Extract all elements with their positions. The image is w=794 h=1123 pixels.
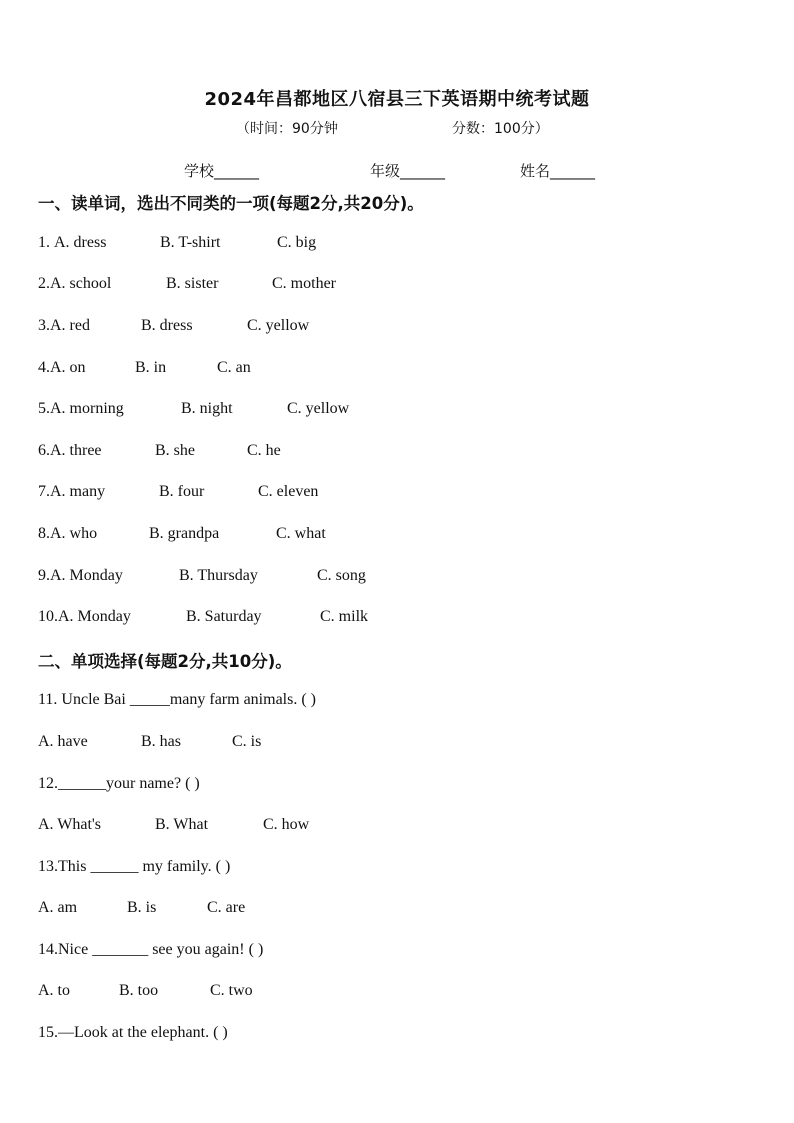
option-b: B. night bbox=[181, 400, 233, 417]
option-b: B. too bbox=[119, 982, 159, 999]
option-c: C. is bbox=[232, 733, 262, 750]
question-number: 2. bbox=[38, 275, 50, 292]
option-c: C. are bbox=[207, 899, 246, 916]
page-title: 2024年昌都地区八宿县三下英语期中统考试题 bbox=[204, 89, 590, 110]
question-row bbox=[38, 608, 368, 626]
question-row bbox=[38, 359, 251, 377]
option-b: B. dress bbox=[141, 317, 193, 334]
question-number: 6. bbox=[38, 442, 50, 459]
question-options bbox=[38, 816, 309, 834]
option-b: B. sister bbox=[166, 275, 219, 292]
option-a: A. school bbox=[50, 275, 112, 292]
option-a: A. What's bbox=[38, 816, 102, 833]
question-number: 5. bbox=[38, 400, 50, 417]
option-b: B. Thursday bbox=[179, 567, 258, 584]
option-c: C. how bbox=[263, 816, 310, 833]
question-11: 11. Uncle Bai _____many farm animals. ( ) bbox=[38, 691, 316, 708]
question-row bbox=[38, 567, 366, 585]
school-field: 学校______ bbox=[184, 162, 260, 180]
question-row bbox=[38, 234, 316, 252]
option-c: C. mother bbox=[272, 275, 336, 292]
option-b: B. Saturday bbox=[186, 608, 262, 625]
question-row bbox=[38, 400, 349, 418]
section-1-heading: 一、读单词，选出不同类的一项(每题2分,共20分)。 bbox=[38, 194, 424, 213]
question-row bbox=[38, 317, 309, 335]
question-number: 7. bbox=[38, 483, 50, 500]
option-b: B. in bbox=[135, 359, 167, 376]
option-a: A. on bbox=[50, 359, 86, 376]
option-c: C. yellow bbox=[247, 317, 310, 334]
question-options bbox=[38, 899, 245, 917]
option-b: B. What bbox=[155, 816, 209, 833]
option-b: B. grandpa bbox=[149, 525, 220, 542]
option-a: A. Monday bbox=[58, 608, 131, 625]
question-15: 15.—Look at the elephant. ( ) bbox=[38, 1024, 228, 1041]
option-c: C. he bbox=[247, 442, 281, 459]
option-b: B. has bbox=[141, 733, 181, 750]
name-field: 姓名______ bbox=[520, 162, 596, 180]
question-13: 13.This ______ my family. ( ) bbox=[38, 858, 231, 875]
option-c: C. an bbox=[217, 359, 251, 376]
question-number: 4. bbox=[38, 359, 50, 376]
option-a: A. am bbox=[38, 899, 78, 916]
question-14: 14.Nice _______ see you again! ( ) bbox=[38, 941, 264, 958]
question-row bbox=[38, 275, 336, 293]
question-number: 1. bbox=[38, 234, 54, 251]
question-number: 3. bbox=[38, 317, 50, 334]
question-number: 8. bbox=[38, 525, 50, 542]
option-a: A. three bbox=[50, 442, 102, 459]
question-row bbox=[38, 525, 326, 543]
option-a: A. Monday bbox=[50, 567, 123, 584]
option-c: C. yellow bbox=[287, 400, 350, 417]
option-a: A. many bbox=[50, 483, 106, 500]
option-c: C. milk bbox=[320, 608, 369, 625]
option-b: B. four bbox=[159, 483, 205, 500]
option-a: A. dress bbox=[54, 234, 107, 251]
option-a: A. who bbox=[50, 525, 98, 542]
exam-score: 分数：100分） bbox=[452, 121, 549, 137]
option-c: C. two bbox=[210, 982, 253, 999]
option-b: B. is bbox=[127, 899, 157, 916]
question-12: 12.______your name? ( ) bbox=[38, 775, 200, 792]
question-number: 9. bbox=[38, 567, 50, 584]
option-a: A. morning bbox=[50, 400, 124, 417]
option-b: B. T-shirt bbox=[160, 234, 221, 251]
option-a: A. have bbox=[38, 733, 88, 750]
question-options bbox=[38, 733, 261, 751]
exam-time: （时间：90分钟 bbox=[236, 121, 338, 137]
option-c: C. what bbox=[276, 525, 326, 542]
question-row bbox=[38, 483, 318, 501]
option-a: A. to bbox=[38, 982, 70, 999]
grade-field: 年级______ bbox=[370, 162, 446, 180]
option-c: C. song bbox=[317, 567, 366, 584]
question-options bbox=[38, 982, 253, 1000]
question-row bbox=[38, 442, 281, 460]
section-2-heading: 二、单项选择(每题2分,共10分)。 bbox=[38, 652, 292, 671]
option-c: C. eleven bbox=[258, 483, 319, 500]
option-c: C. big bbox=[277, 234, 317, 251]
question-number: 10. bbox=[38, 608, 58, 625]
option-b: B. she bbox=[155, 442, 195, 459]
option-a: A. red bbox=[50, 317, 90, 334]
